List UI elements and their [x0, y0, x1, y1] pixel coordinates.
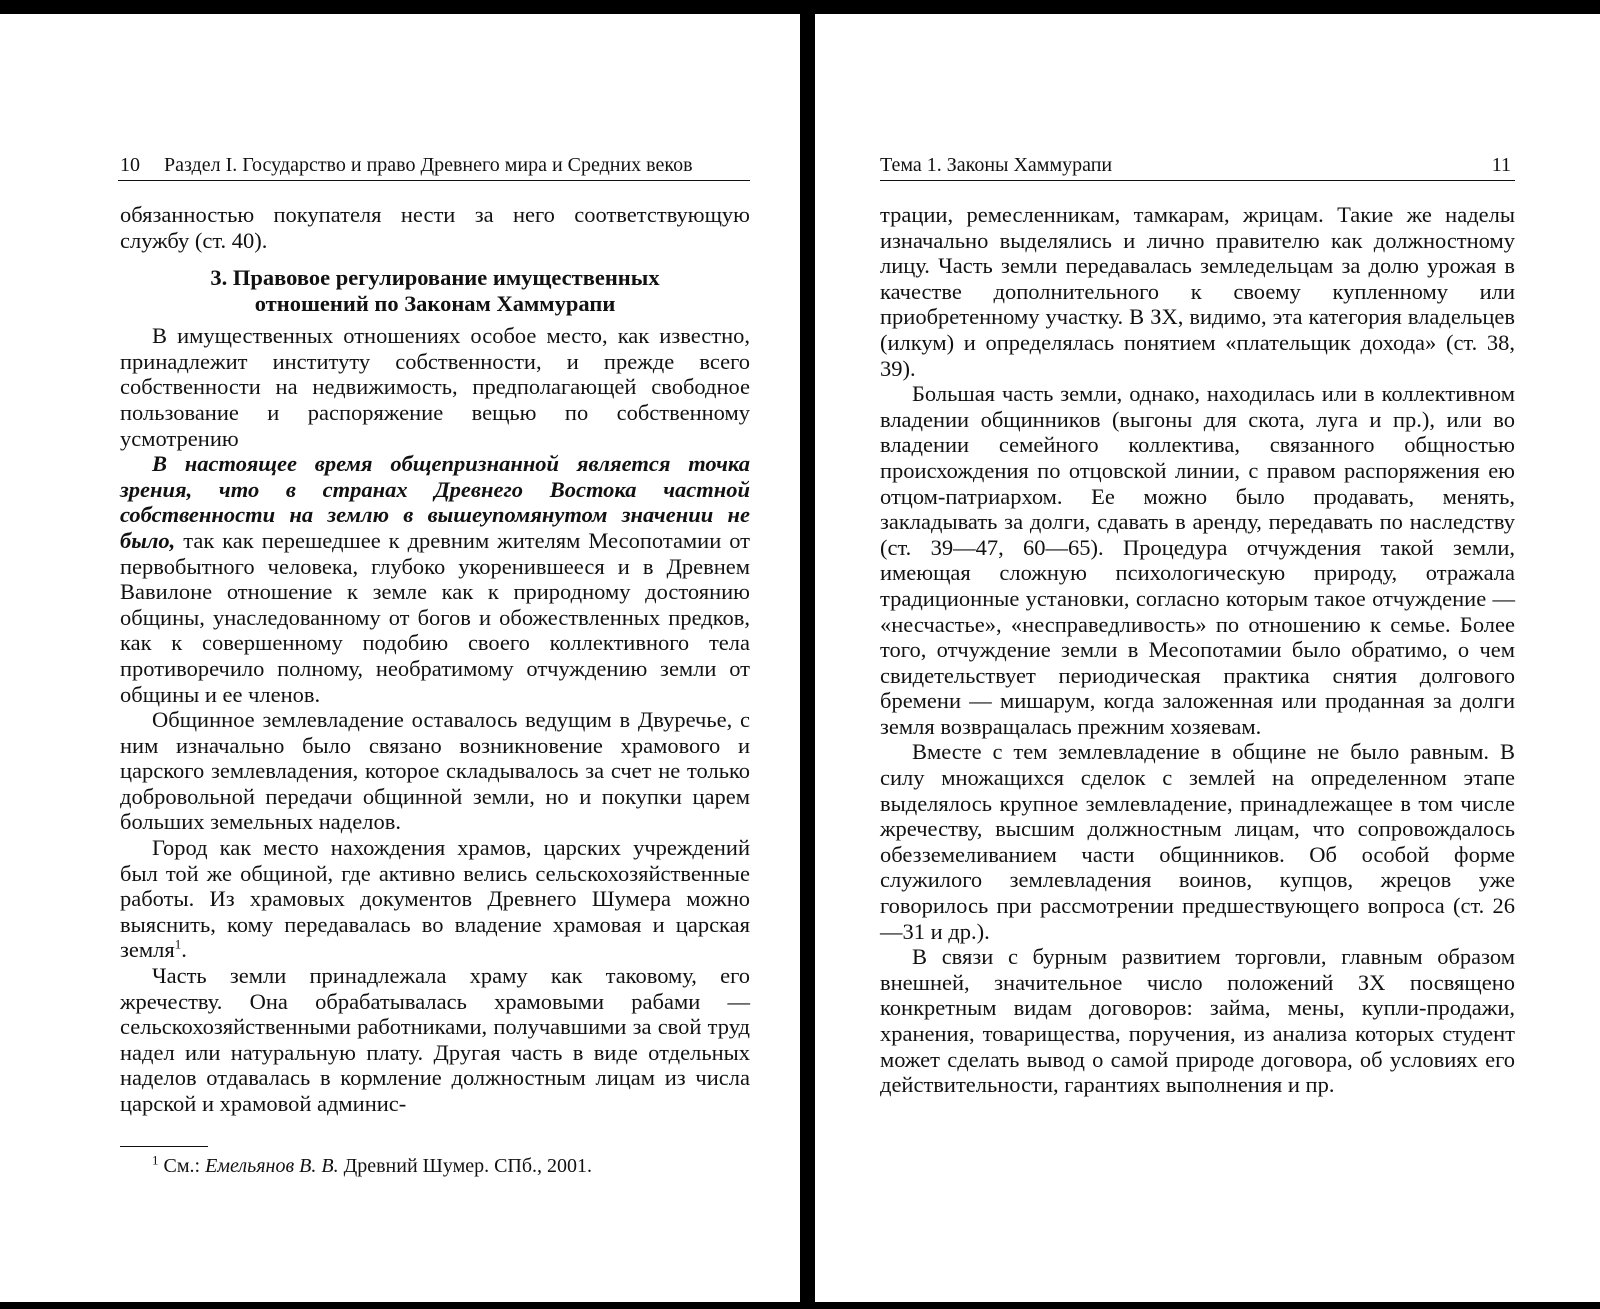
page-number: 11: [1491, 154, 1511, 176]
left-body-text: [120, 202, 750, 1117]
footnote-mark: 1: [152, 1152, 159, 1168]
paragraph: В связи с бурным развитием торговли, главным образом внешней, значительное число положений ЗХ посвящено конкретным видам договоров: займа, мены, купли-продажи, хранения, товарищества, поручения, из анализа которых студент может сделать вывод о самой природе договора, об условиях его действительности, гарантиях выполнения и пр.: [880, 944, 1515, 1098]
running-head-right: [880, 152, 1515, 181]
running-title: Раздел I. Государство и право Древнего мира и Средних веков: [164, 154, 693, 176]
running-head-left: [118, 152, 750, 181]
paragraph: [120, 835, 750, 963]
footnote: [152, 1154, 752, 1178]
emphasized-text: В настоящее время общепризнанной является точка зрения, что в странах Древнего Востока частной собственности на землю в вышеупомянутом значении не было,: [120, 451, 750, 553]
paragraph-text: так как перешедшее к древним жителям Месопотамии от первобытного человека, глубоко укоренившееся и в Древнем Вавилоне отношение к земле как к природному достоянию общины, унаследованному от богов и обожествленных предков, как к совершенному подобию своего коллективного тела противоречило полному, необратимому отчуждению земли от общины и ее членов.: [120, 527, 750, 707]
paragraph: Общинное землевладение оставалось ведущим в Двуречье, с ним изначально было связано возникновение храмового и царского землевладения, которое складывалось за счет не только добровольной передачи общинной земли, но и покупки царем больших земельных наделов.: [120, 707, 750, 835]
running-title: Тема 1. Законы Хаммурапи: [880, 154, 1113, 176]
paragraph: Вместе с тем землевладение в общине не было равным. В силу множащихся сделок с землей на определенном этапе выделялось крупное землевладение, принадлежащее в том числе жречеству, высшим должностным лицам, что сопровождалось обезземеливанием части общинников. Об особой форме служилого землевладения воинов, купцов, жрецов уже говорилось при рассмотрении предшествующего вопроса (ст. 26—31 и др.).: [880, 739, 1515, 944]
section-heading: [120, 265, 750, 317]
footnote-text: Древний Шумер. СПб., 2001.: [338, 1155, 593, 1177]
paragraph: Часть земли принадлежала храму как таковому, его жречеству. Она обрабатывалась храмовыми рабами — сельскохозяйственными работниками, получавшими за свой труд надел или натуральную плату. Другая часть в виде отдельных наделов отдавалась в кормление должностным лицам из числа царской и храмовой админис-: [120, 963, 750, 1116]
footnote-author: Емельянов В. В.: [205, 1155, 339, 1177]
paragraph-continued: обязанностью покупателя нести за него соответствующую службу (ст. 40).: [120, 202, 750, 253]
right-page: [815, 14, 1600, 1302]
paragraph: Большая часть земли, однако, находилась или в коллективном владении общинников (выгоны для скота, луга и пр.), или во владении семейного коллектива, связанного общностью происхождения по отцовской линии, с правом распоряжения ею отцом-патриархом. Ее можно было продавать, менять, закладывать за долги, сдавать в аренду, передавать по наследству (ст. 39—47, 60—65). Процедура отчуждения такой земли, имеющая сложную психологическую природу, отражала традиционные установки, согласно которым такое отчуждение — «несчастье», «несправедливость» по отношению к семье. Более того, отчуждение земли в Месопотамии было обратимо, о чем свидетельствует периодическая практика снятия долгового бремени — мишарум, когда заложенная или проданная за долги земля возвращалась прежним хозяевам.: [880, 381, 1515, 739]
paragraph: [120, 451, 750, 707]
paragraph: В имущественных отношениях особое место, как известно, принадлежит институту собственности, и прежде всего собственности на недвижимость, предполагающей свободное пользование и распоряжение вещью по собственному усмотрению: [120, 323, 750, 451]
paragraph-continued: трации, ремесленникам, тамкарам, жрицам. Такие же наделы изначально выделялись и лично правителю как должностному лицу. Часть земли передавалась земледельцам за долю урожая в качестве дополнительного к своему купленному или приобретенному участку. В ЗХ, видимо, эта категория владельцев (илкум) и определялась понятием «плательщик дохода» (ст. 38, 39).: [880, 202, 1515, 381]
paragraph-text: .: [181, 937, 187, 963]
footnote-prefix: См.:: [158, 1155, 206, 1177]
footnote-divider: [120, 1146, 208, 1147]
right-body-text: [880, 202, 1515, 1098]
page-number: 10: [120, 154, 140, 176]
section-heading-line2: отношений по Законам Хаммурапи: [254, 291, 616, 317]
left-page: [0, 14, 800, 1302]
footnote-reference[interactable]: 1: [174, 936, 182, 952]
section-heading-line1: 3. Правовое регулирование имущественных: [210, 265, 660, 291]
paragraph-text: Город как место нахождения храмов, царских учреждений был той же общиной, где активно велись сельскохозяйственные работы. Из храмовых документов Древнего Шумера можно выяснить, кому передавалась во владение храмовая и царская земля: [120, 835, 750, 963]
